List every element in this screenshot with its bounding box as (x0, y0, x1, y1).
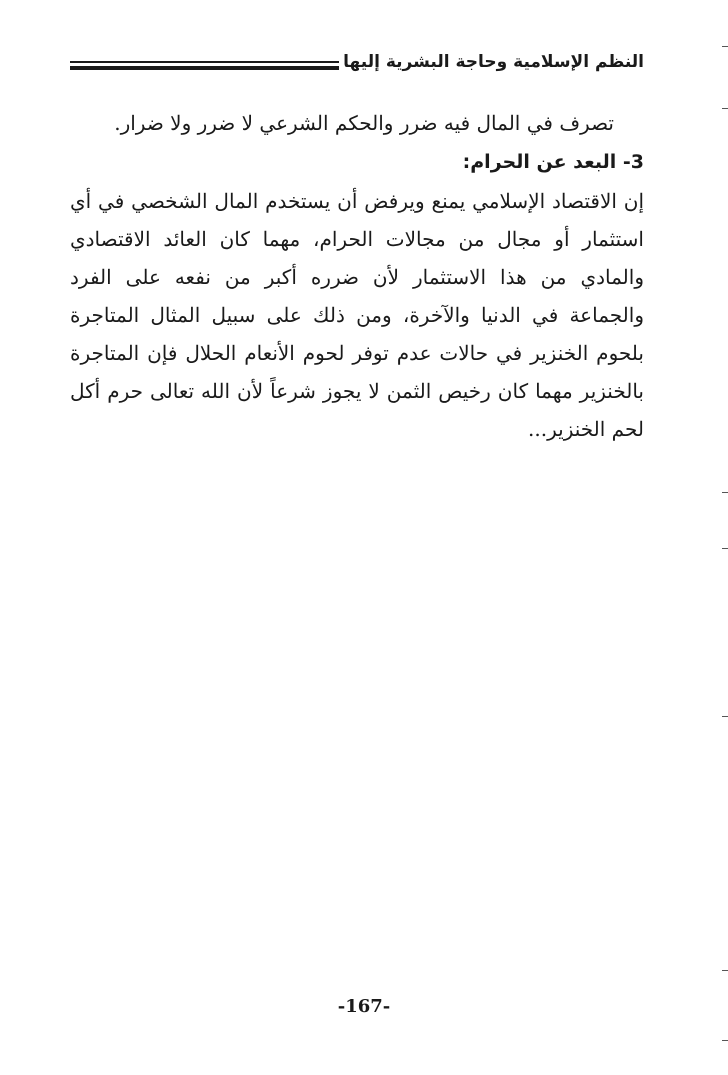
running-title: النظم الإسلامية وحاجة البشرية إليها (343, 52, 644, 72)
running-header (70, 44, 644, 80)
scan-edge-mark (722, 46, 728, 47)
scan-edge-mark (722, 716, 728, 717)
page-number: -167- (337, 996, 391, 1017)
scan-edge-mark (722, 1040, 728, 1041)
body-paragraph: إن الاقتصاد الإسلامي يمنع ويرفض أن يستخدم المال الشخصي في أي استثمار أو مجال من مجالات الحرام، مهما كان العائد الاقتصادي والمادي من هذا الاستثمار لأن ضرره أكبر من نفعه على الفرد والجماعة في الدنيا والآخرة، ومن ذلك على سبيل المثال المتاجرة بلحوم الخنزير في حالات عدم توفر لحوم الأنعام الحلال فإن المتاجرة بالخنزير مهما كان رخيص الثمن لا يجوز شرعاً لأن الله تعالى حرم أكل لحم الخنزير... (70, 189, 644, 441)
scan-edge-mark (722, 108, 728, 109)
scan-edge-mark (722, 548, 728, 549)
body-text (70, 104, 644, 448)
section-heading: 3- البعد عن الحرام: (462, 151, 644, 173)
intro-line: تصرف في المال فيه ضرر والحكم الشرعي لا ضرر ولا ضرار. (114, 111, 614, 135)
scan-edge-mark (722, 970, 728, 971)
scan-edge-mark (722, 492, 728, 493)
header-rule (70, 61, 339, 71)
